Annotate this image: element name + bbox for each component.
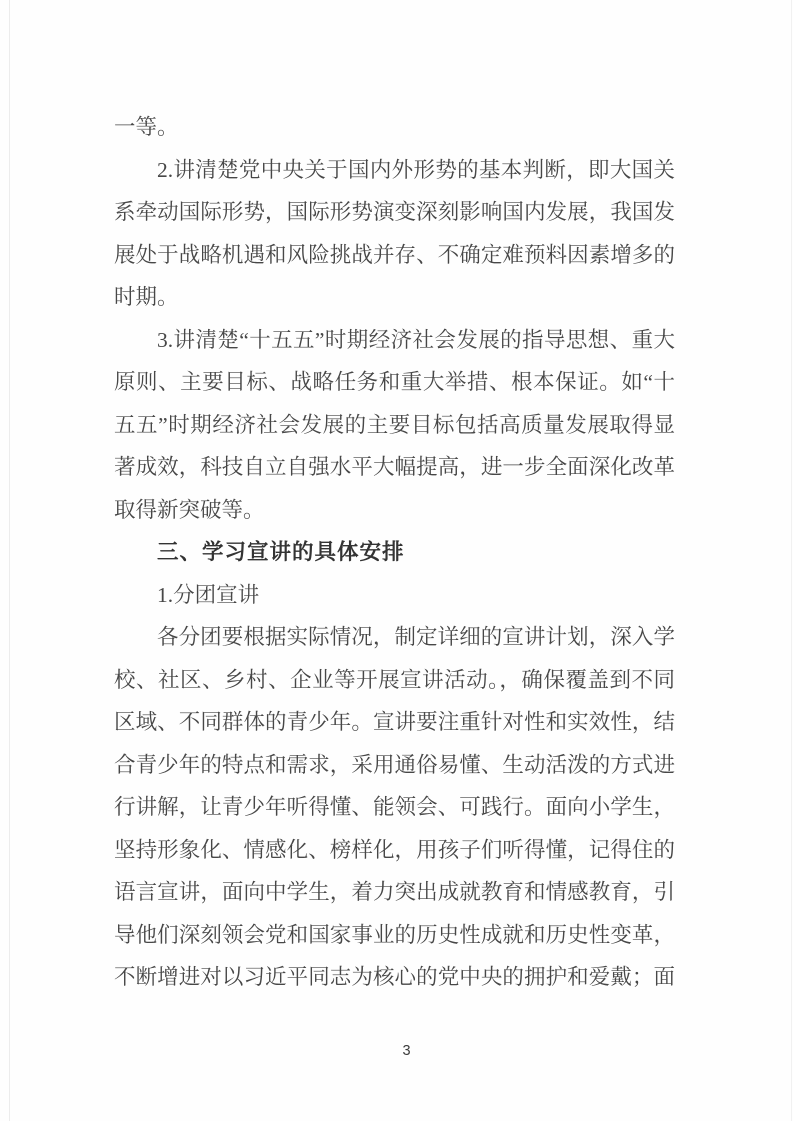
- body-text-line: 不断增进对以习近平同志为核心的党中央的拥护和爱戴；面: [114, 965, 675, 989]
- paragraph: [114, 319, 675, 532]
- body-text-line: 原则、主要目标、战略任务和重大举措、根本保证。如“十: [114, 370, 675, 394]
- paragraph: [114, 616, 675, 999]
- section-heading: [114, 531, 675, 574]
- paragraph: [114, 574, 675, 617]
- body-text-line: 著成效，科技自立自强水平大幅提高，进一步全面深化改革: [114, 455, 675, 479]
- body-text-line: 3.讲清楚“十五五”时期经济社会发展的指导思想、重大: [157, 327, 675, 352]
- body-text-line: 系牵动国际形势，国际形势演变深刻影响国内发展，我国发: [114, 200, 675, 224]
- body-text-line: 展处于战略机遇和风险挑战并存、不确定难预料因素增多的: [114, 242, 675, 267]
- scan-edge-left: [9, 0, 10, 1121]
- paragraph: [114, 149, 675, 319]
- paragraph: [114, 106, 675, 149]
- body-text-line: 区域、不同群体的青少年。宣讲要注重针对性和实效性，结: [114, 710, 675, 734]
- body-text-line: 校、社区、乡村、企业等开展宣讲活动。，确保覆盖到不同: [114, 667, 675, 692]
- body-text-line: 取得新突破等。: [114, 497, 265, 522]
- body-text-line: 五五”时期经济社会发展的主要目标包括高质量发展取得显: [114, 412, 675, 437]
- body-text-line: 语言宣讲，面向中学生，着力突出成就教育和情感教育，引: [114, 880, 675, 904]
- body-text-line: 各分团要根据实际情况，制定详细的宣讲计划，深入学: [157, 625, 675, 649]
- body-text-line: 合青少年的特点和需求，采用通俗易懂、生动活泼的方式进: [114, 752, 675, 777]
- scan-edge-right: [791, 0, 792, 1121]
- page-number: 3: [402, 1043, 411, 1059]
- body-text-line: 时期。: [114, 285, 179, 309]
- body-text-line: 2.讲清楚党中央关于国内外形势的基本判断，即大国关: [157, 157, 675, 182]
- heading-line: 三、学习宣讲的具体安排: [157, 540, 405, 564]
- body-text-line: 1.分团宣讲: [157, 582, 260, 607]
- body-text-line: 坚持形象化、情感化、榜样化，用孩子们听得懂，记得住的: [114, 837, 675, 862]
- body-text-line: 行讲解，让青少年听得懂、能领会、可践行。面向小学生，: [114, 795, 675, 819]
- body-text-line: 一等。: [114, 115, 179, 139]
- text-column: [114, 106, 675, 999]
- body-text-line: 导他们深刻领会党和国家事业的历史性成就和历史性变革，: [114, 922, 675, 947]
